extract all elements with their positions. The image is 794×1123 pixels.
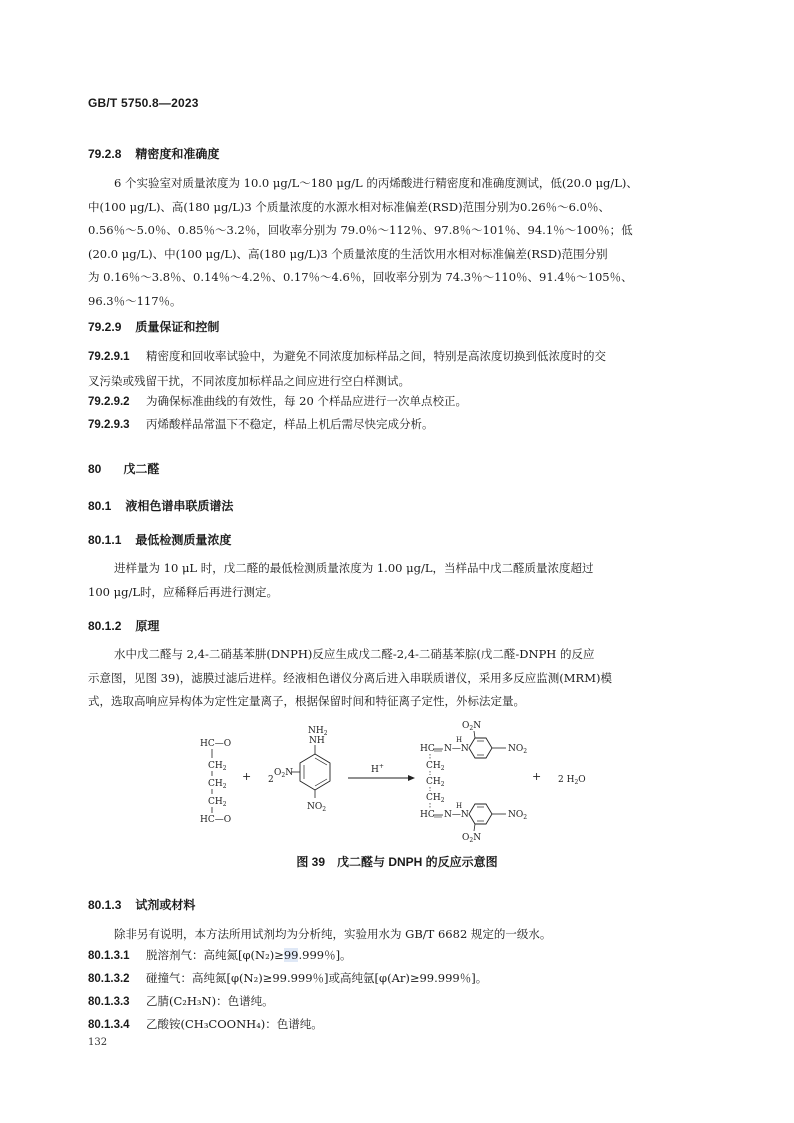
paragraph-detection-limit xyxy=(88,557,708,604)
clause-text-b: .999％]。 xyxy=(298,948,352,962)
section-title: 试剂或材料 xyxy=(135,898,196,912)
text-line: 中(100 μg/L)、高(180 μg/L)3 个质量浓度的水源水相对标准偏差(RSD)范围分别为0.26％～6.0％、 xyxy=(88,199,610,214)
nh2-label: $NH_2$ xyxy=(308,726,328,737)
text-line: 100 μg/L时，应稀释后再进行测定。 xyxy=(88,584,278,599)
water-label: 2 $H_2O$ xyxy=(558,775,586,786)
clause-number: 79.2.9.2 xyxy=(88,396,130,408)
section-title: 精密度和准确度 xyxy=(135,147,220,161)
heading-79-2-8 xyxy=(88,145,219,162)
section-number: 80 xyxy=(88,462,102,476)
paragraph-principle xyxy=(88,643,708,714)
clause-80-1-3-2 xyxy=(88,970,487,986)
heading-80-1 xyxy=(88,497,233,514)
ch2-2: $CH_2$ xyxy=(208,779,227,790)
hco-bottom: HC—O xyxy=(200,815,232,825)
h-bottom: H xyxy=(456,802,463,810)
p-no2-bottom: $NO_2$ xyxy=(508,810,528,821)
standard-number: GB/T 5750.8—2023 xyxy=(88,96,199,110)
glutaraldehyde-structure xyxy=(200,739,231,825)
o2n-label: $O_2N$ xyxy=(274,768,294,779)
text-line: 96.3％～117％。 xyxy=(88,293,182,308)
p-ch2-3: $CH_2$ xyxy=(426,793,445,804)
clause-number: 80.1.3.3 xyxy=(88,996,130,1008)
nh-label: NH xyxy=(309,736,325,746)
figure-caption: 图 39 戊二醛与 DNPH 的反应示意图 xyxy=(296,855,498,869)
p-ch2-1: $CH_2$ xyxy=(426,761,445,772)
page-number: 132 xyxy=(88,1037,108,1048)
text-line: 除非另有说明，本方法所用试剂均为分析纯，实验用水为 GB/T 6682 规定的一级水。 xyxy=(114,927,552,941)
hc-bottom: HC xyxy=(420,810,435,820)
text-line: 示意图，见图 39)，滤膜过滤后进样。经液相色谱仪分离后进入串联质谱仪，采用多反应监测(MRM)模 xyxy=(88,670,612,685)
clause-text: 精密度和回收率试验中，为避免不同浓度加标样品之间，特别是高浓度切换到低浓度时的交 xyxy=(146,349,606,363)
text-line: 进样量为 10 μL 时，戊二醛的最低检测质量浓度为 1.00 μg/L，当样品中戊二醛质量浓度超过 xyxy=(114,561,594,575)
section-number: 80.1 xyxy=(88,499,112,513)
section-number: 80.1.1 xyxy=(88,533,122,547)
section-number: 79.2.8 xyxy=(88,147,122,161)
clause-number: 80.1.3.2 xyxy=(88,973,130,985)
clause-text-cont: 叉污染或残留干扰，不同浓度加标样品之间应进行空白样测试。 xyxy=(88,373,410,388)
n-n-top: N—N xyxy=(444,744,469,754)
hc-top: HC xyxy=(420,744,435,754)
section-title: 戊二醛 xyxy=(123,462,160,476)
ch2-1: $CH_2$ xyxy=(208,761,227,772)
p-no2-top: $NO_2$ xyxy=(508,744,528,755)
section-title: 原理 xyxy=(135,619,160,633)
coefficient: 2 xyxy=(268,775,274,785)
paragraph-precision xyxy=(88,172,708,313)
clause-80-1-3-4 xyxy=(88,1016,323,1032)
clause-text-a: 脱溶剂气：高纯氮[φ(N₂)≥ xyxy=(146,948,284,962)
section-number: 80.1.2 xyxy=(88,619,122,633)
text-line: 6 个实验室对质量浓度为 10.0 μg/L～180 μg/L 的丙烯酸进行精密度和准确度测试，低(20.0 μg/L)、 xyxy=(114,176,638,190)
text-line: (20.0 μg/L)、中(100 μg/L)、高(180 μg/L)3 个质量浓度的生活饮用水相对标准偏差(RSD)范围分别 xyxy=(88,246,608,261)
heading-80-1-2 xyxy=(88,617,159,634)
highlighted-text: 99 xyxy=(283,948,299,962)
text-line: 式，选取高响应异构体为定性定量离子，根据保留时间和特征离子定性，外标法定量。 xyxy=(88,694,525,708)
plus-sign: + xyxy=(242,770,252,783)
heading-80 xyxy=(88,460,159,477)
reaction-arrow xyxy=(348,763,415,781)
section-title: 液相色谱串联质谱法 xyxy=(125,499,234,513)
h-top: H xyxy=(456,736,463,744)
clause-79-2-9-3 xyxy=(88,416,434,432)
clause-text: 碰撞气：高纯氮[φ(N₂)≥99.999％]或高纯氩[φ(Ar)≥99.999％]。 xyxy=(146,971,488,985)
clause-text: 丙烯酸样品常温下不稳定，样品上机后需尽快完成分析。 xyxy=(146,417,434,431)
product-structure xyxy=(420,721,527,843)
section-number: 79.2.9 xyxy=(88,320,122,334)
clause-79-2-9-1 xyxy=(88,345,606,393)
reaction-scheme-figure xyxy=(190,718,620,843)
clause-text: 乙腈(C₂H₃N)：色谱纯。 xyxy=(146,994,274,1008)
heading-79-2-9 xyxy=(88,318,219,335)
clause-80-1-3-1 xyxy=(88,947,352,963)
section-title: 质量保证和控制 xyxy=(135,320,220,334)
clause-text: 为确保标准曲线的有效性，每 20 个样品应进行一次单点校正。 xyxy=(146,394,467,408)
text-line: 0.56％～5.0％、0.85％～3.2％，回收率分别为 79.0％～112％、97.8％～101％、94.1％～100％；低 xyxy=(88,223,633,237)
p-o2n-top: $O_2N$ xyxy=(462,721,482,732)
clause-number: 79.2.9.3 xyxy=(88,419,130,431)
p-ch2-2: $CH_2$ xyxy=(426,777,445,788)
no2-label: $NO_2$ xyxy=(307,802,327,813)
n-n-bottom: N—N xyxy=(444,810,469,820)
section-title: 最低检测质量浓度 xyxy=(135,533,232,547)
clause-text: 乙酸铵(CH₃COONH₄)：色谱纯。 xyxy=(146,1017,323,1031)
text-line: 为 0.16％～3.8％、0.14％～4.2％、0.17％～4.6％，回收率分别为 74.3％～110％、91.4％～105％、 xyxy=(88,270,633,284)
p-o2n-bottom: $O_2N$ xyxy=(462,833,482,843)
clause-number: 79.2.9.1 xyxy=(88,351,130,363)
heading-80-1-1 xyxy=(88,531,231,548)
dnph-structure xyxy=(274,726,330,813)
paragraph-reagents-intro xyxy=(88,923,708,947)
clause-number: 80.1.3.1 xyxy=(88,950,130,962)
text-line: 水中戊二醛与 2,4-二硝基苯肼(DNPH)反应生成戊二醛-2,4-二硝基苯腙(戊二醛-DNPH 的反应 xyxy=(114,647,595,661)
heading-80-1-3 xyxy=(88,896,195,913)
hco-top: HC—O xyxy=(200,739,232,749)
ch2-3: $CH_2$ xyxy=(208,797,227,808)
catalyst-label: H+ xyxy=(371,763,384,775)
clause-number: 80.1.3.4 xyxy=(88,1019,130,1031)
plus-sign-2: + xyxy=(532,770,542,783)
clause-79-2-9-2 xyxy=(88,393,467,409)
clause-80-1-3-3 xyxy=(88,993,274,1009)
section-number: 80.1.3 xyxy=(88,898,122,912)
